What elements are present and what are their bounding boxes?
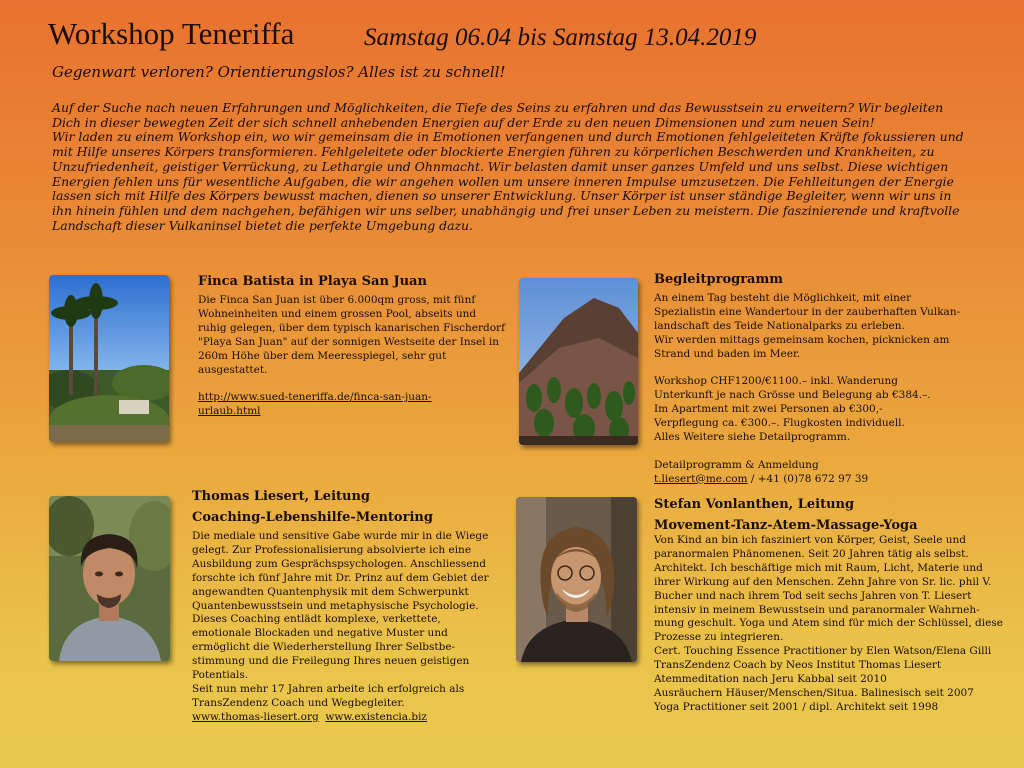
finca-link-line-2[interactable]: urlaub.html xyxy=(198,405,261,418)
finca-line: Wohneinheiten und einem grossen Pool, abseits und xyxy=(198,307,477,320)
contact-line xyxy=(654,473,994,487)
thomas-portrait xyxy=(49,496,170,661)
stefan-line: Cert. Touching Essence Practitioner by Elen Watson/Elena Gilli xyxy=(654,645,992,658)
spacer xyxy=(654,362,994,376)
thomas-line: ermöglicht die Wiederherstellung Ihrer Selbstbe- xyxy=(192,641,456,654)
finca-line: ausgestattet. xyxy=(198,363,268,376)
begleit-description xyxy=(654,292,994,487)
phone-number: / +41 (0)78 672 97 39 xyxy=(747,472,869,485)
stefan-line: TransZendenz Coach by Neos Institut Thomas Liesert xyxy=(654,659,942,672)
intro-paragraph-2: Wir laden zu einem Workshop ein, wo wir gemeinsam die in Emotionen verfangenen und durch Emotionen fehlgeleiteten Kräfte fokussieren und mit Hilfe unseres Körpers transformieren. Fehlgeleitete oder blockierte Energien führen zu körperlichen Beschwerden und Krankheiten, zu Unzufriedenheit, geistiger Verrückung, zu Lethargie und Ohnmacht. Wir belasten damit unser ganzes Umfeld und uns selbst. Diese wichtigen Energien fehlen uns für wesentliche Aufgaben, die wir angehen wollen um unsere inneren Impulse umzusetzen. Die Fehlleitungen der Energie lassen sich mit Hilfe des Körpers bewusst machen, dienen so unserer Entwicklung. Unser Körper ist unser ständige Begleiter, wenn wir uns in ihn hinein fühlen und dem nachgehen, befähigen wir uns selber, unabhängig und frei unser Leben zu meistern. Die faszinierende und kraftvolle Landschaft dieser Vulkaninsel bietet die perfekte Umgebung dazu. xyxy=(52,129,964,233)
thomas-line: gelegt. Zur Professionalisierung absolvierte ich eine xyxy=(192,543,472,556)
begleit-line: Strand und baden im Meer. xyxy=(654,347,801,360)
begleit-line: Wir werden mittags gemeinsam kochen, picknicken am xyxy=(654,333,950,346)
email-link[interactable]: t.liesert@me.com xyxy=(654,472,748,485)
finca-link-line-1[interactable]: http://www.sued-teneriffa.de/finca-san-juan- xyxy=(198,391,432,404)
finca-photo xyxy=(49,275,169,442)
stefan-line: Atemmeditation nach Jeru Kabbal seit 2010 xyxy=(654,673,887,686)
begleit-title: Begleitprogramm xyxy=(654,272,783,287)
tagline: Gegenwart verloren? Orientierungslos? Alles ist zu schnell! xyxy=(52,63,506,81)
price-line: Unterkunft je nach Grösse und Belegung ab €384.–. xyxy=(654,389,931,402)
thomas-line: emotionale Blockaden und negative Muster und xyxy=(192,627,448,640)
stefan-line: ihrer Wirkung auf den Menschen. Zehn Jahre von Sr. lic. phil V. xyxy=(654,575,992,588)
price-line: Verpflegung ca. €300.–. Flugkosten individuell. xyxy=(654,417,905,430)
finca-title: Finca Batista in Playa San Juan xyxy=(198,274,427,289)
thomas-line: Dieses Coaching entlädt komplexe, verkettete, xyxy=(192,613,441,626)
thomas-line: Potentials. xyxy=(192,669,249,682)
thomas-website-link[interactable]: www.thomas-liesert.org xyxy=(192,710,319,723)
thomas-line: Die mediale und sensitive Gabe wurde mir in die Wiege xyxy=(192,530,489,542)
begleit-line: An einem Tag besteht die Möglichkeit, mit einer xyxy=(654,292,912,304)
stefan-line: intensiv in meinem Bewusstsein und paranormaler Wahrneh- xyxy=(654,603,980,616)
stefan-name: Stefan Vonlanthen, Leitung xyxy=(654,497,855,512)
spacer xyxy=(198,377,498,391)
intro-text xyxy=(52,101,972,233)
finca-link-cont[interactable] xyxy=(198,405,498,419)
spacer xyxy=(654,445,994,459)
workshop-date: Samstag 06.04 bis Samstag 13.04.2019 xyxy=(364,24,757,51)
stefan-line: mung geschult. Yoga und Atem sind für mich der Schlüssel, diese xyxy=(654,617,1003,630)
finca-description xyxy=(198,294,505,419)
thomas-line: TransZendenz Coach und Wegbegleiter. xyxy=(192,696,405,709)
begleit-line: landschaft des Teide Nationalparks zu erleben. xyxy=(654,319,905,332)
stefan-line: Prozesse zu integrieren. xyxy=(654,631,784,644)
stefan-line: Bucher und nach ihrem Tod seit sechs Jahren von T. Liesert xyxy=(654,589,972,602)
stefan-line: Architekt. Ich beschäftige mich mit Raum, Licht, Materie und xyxy=(654,561,983,574)
thomas-line: angewandten Quantenphysik mit dem Schwerpunkt xyxy=(192,585,469,598)
page-title: Workshop Teneriffa xyxy=(48,16,295,51)
stefan-line: Ausräuchern Häuser/Menschen/Situa. Balinesisch seit 2007 xyxy=(654,686,974,699)
stefan-line: Yoga Practitioner seit 2001 / dipl. Architekt seit 1998 xyxy=(654,700,939,713)
finca-line: Die Finca San Juan ist über 6.000qm gross, mit fünf xyxy=(198,294,476,306)
stefan-line: paranormalen Phänomenen. Seit 20 Jahren tätig als selbst. xyxy=(654,547,969,560)
thomas-description xyxy=(192,530,492,725)
finca-line: "Playa San Juan" auf der sonnigen Westseite der Insel in xyxy=(198,335,500,348)
finca-line: ruhig gelegen, über dem typisch kanarischen Fischerdorf xyxy=(198,321,505,334)
contact-label: Detailprogramm & Anmeldung xyxy=(654,458,819,471)
begleit-line: Spezialistin eine Wandertour in der zauberhaften Vulkan- xyxy=(654,305,961,318)
volcano-photo xyxy=(519,278,638,445)
price-line: Alles Weitere siehe Detailprogramm. xyxy=(654,431,851,444)
stefan-portrait xyxy=(516,497,637,662)
price-line: Im Apartment mit zwei Personen ab €300,- xyxy=(654,403,883,416)
thomas-role: Coaching-Lebenshilfe-Mentoring xyxy=(192,510,433,525)
stefan-line: Von Kind an bin ich fasziniert von Körper, Geist, Seele und xyxy=(654,534,967,546)
existencia-link[interactable]: www.existencia.biz xyxy=(325,710,427,723)
thomas-line: Quantenbewusstsein und metaphysische Psychologie. xyxy=(192,599,479,612)
thomas-line: forschte ich fünf Jahre mit Dr. Prinz auf dem Gebiet der xyxy=(192,571,489,584)
intro-paragraph-1: Auf der Suche nach neuen Erfahrungen und Möglichkeiten, die Tiefe des Seins zu erfahren und das Bewusstsein zu erweitern? Wir begleiten Dich in dieser bewegten Zeit der sich schnell anhebenden Energien auf der Erde zu den neuen Dimensionen und zum neuen Sein! xyxy=(52,100,944,130)
stefan-role: Movement-Tanz-Atem-Massage-Yoga xyxy=(654,518,918,533)
finca-link[interactable] xyxy=(198,391,498,405)
price-line: Workshop CHF1200/€1100.– inkl. Wanderung xyxy=(654,375,898,388)
thomas-line: Ausbildung zum Gesprächspsychologen. Anschliessend xyxy=(192,557,486,570)
finca-line: 260m Höhe über dem Meeresspiegel, sehr gut xyxy=(198,349,447,362)
thomas-line: Seit nun mehr 17 Jahren arbeite ich erfolgreich als xyxy=(192,682,465,695)
thomas-links xyxy=(192,711,492,725)
thomas-line: stimmung und die Freilegung Ihres neuen geistigen xyxy=(192,655,470,668)
stefan-description xyxy=(654,534,1004,715)
thomas-name: Thomas Liesert, Leitung xyxy=(192,489,371,504)
